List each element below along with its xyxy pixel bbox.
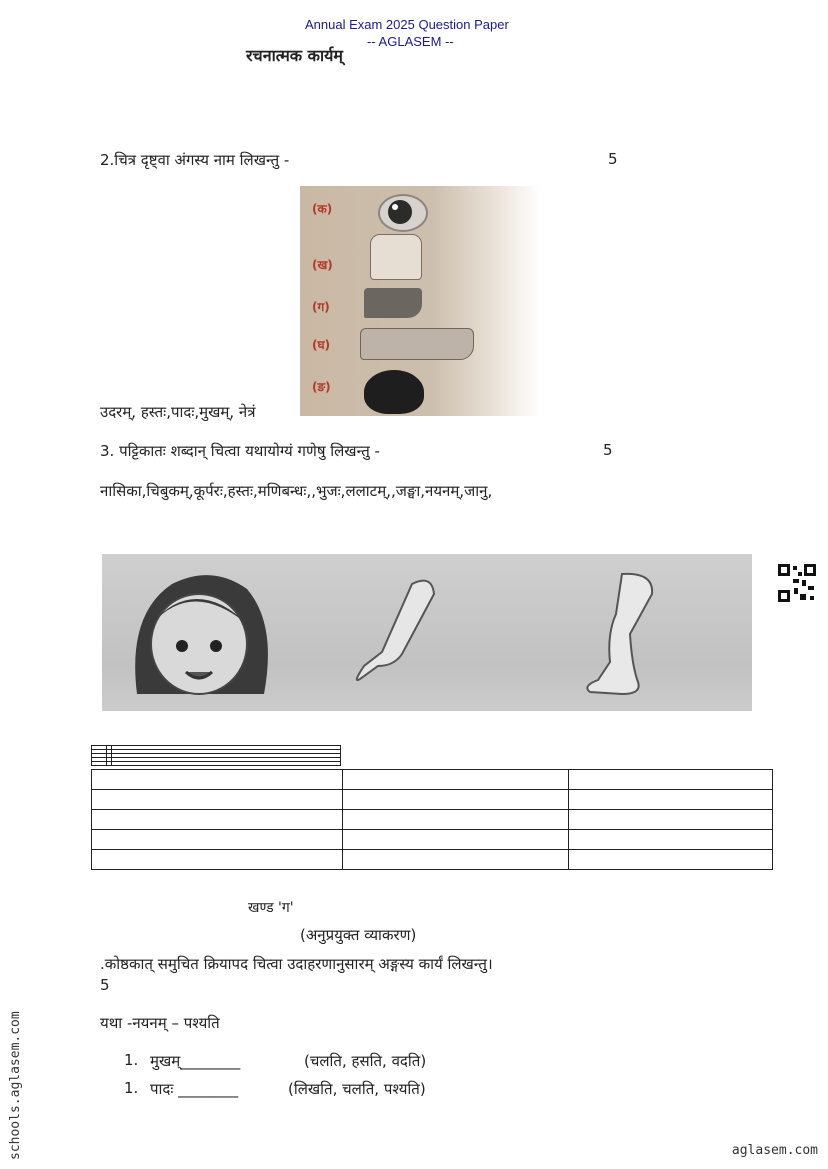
- head-image: [364, 370, 424, 414]
- side-watermark: schools.aglasem.com: [8, 1011, 23, 1160]
- qr-code-icon: [778, 564, 816, 602]
- eye-image: [378, 194, 428, 232]
- label-kha: (ख): [312, 258, 333, 272]
- leg-icon: [587, 574, 652, 694]
- item-1-options: (चलति, हसति, वदति): [304, 1052, 427, 1070]
- label-ga: (ग): [312, 300, 330, 314]
- answer-table: [91, 769, 773, 870]
- label-nga: (ङ): [312, 380, 331, 394]
- q2-marks: 5: [608, 150, 618, 168]
- arm-icon: [357, 581, 434, 680]
- table-row: [92, 810, 773, 830]
- section-c-heading: खण्ड 'ग': [248, 900, 294, 916]
- q3-word-list: नासिका,चिबुकम्,कूर्परः,हस्तः,मणिबन्धः,,भुजः,ललाटम्,,जङ्घा,नयनम्,जानु,: [100, 482, 493, 500]
- item-2-number: 1.: [124, 1079, 139, 1097]
- q3-text: 3. पट्टिकातः शब्दान् चित्वा यथायोग्यं गणेषु लिखन्तु -: [100, 442, 380, 460]
- item-1-word: मुखम्________: [150, 1052, 241, 1070]
- section-c-marks: 5: [100, 976, 110, 994]
- example-line: यथा -नयनम् – पश्यति: [100, 1014, 220, 1032]
- section-title: रचनात्मक कार्यम्: [246, 46, 343, 65]
- table-row: [92, 830, 773, 850]
- section-c-instruction: .कोष्ठकात् समुचित क्रियापद चित्वा उदाहरणानुसारम् अङ्गस्य कार्यं लिखन्तु।: [100, 955, 493, 973]
- paper-source: -- AGLASEM --: [367, 34, 454, 49]
- footer-watermark[interactable]: aglasem.com: [731, 1143, 818, 1158]
- foot-image: [364, 288, 422, 318]
- table-row: [92, 770, 773, 790]
- section-c-subheading: (अनुप्रयुक्त व्याकरण): [300, 926, 417, 944]
- arm-image: [360, 328, 474, 360]
- item-1-number: 1.: [124, 1051, 139, 1069]
- label-gha: (घ): [312, 338, 331, 352]
- face-arm-leg-picture: [102, 554, 752, 711]
- q2-word-bank: उदरम्, हस्तः,पादः,मुखम्, नेत्रं: [100, 403, 256, 421]
- table-top-rule: [91, 745, 341, 766]
- face-arm-leg-illustration: [102, 554, 752, 711]
- label-ka: (क): [312, 202, 333, 216]
- item-2-options: (लिखति, चलति, पश्यति): [288, 1080, 426, 1098]
- girl-face-icon: [135, 575, 268, 694]
- torso-image: [370, 234, 422, 280]
- paper-title: Annual Exam 2025 Question Paper: [305, 17, 509, 32]
- q2-text: 2.चित्र दृष्ट्वा अंगस्य नाम लिखन्तु -: [100, 151, 290, 169]
- table-row: [92, 790, 773, 810]
- body-parts-picture: [300, 186, 540, 416]
- item-2-word: पादः ________: [150, 1080, 239, 1098]
- q3-marks: 5: [603, 441, 613, 459]
- table-row: [92, 850, 773, 870]
